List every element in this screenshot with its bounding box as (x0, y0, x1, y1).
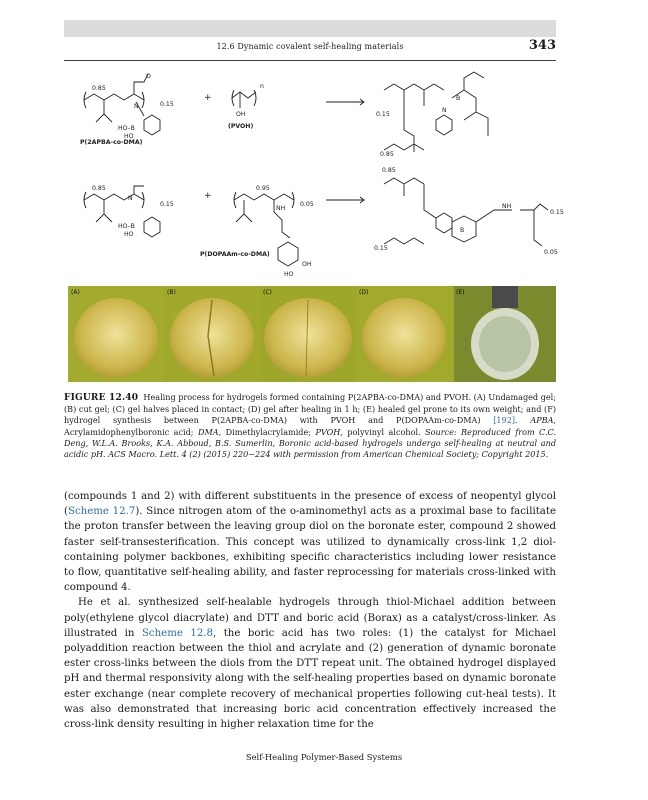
photo-label-e: (E) (456, 289, 465, 296)
abbrev-apba-def: Acrylamidophenylboronic acid; (64, 426, 194, 437)
pvoh-structure (232, 90, 256, 108)
ratio-015-p2b: 0.15 (550, 209, 564, 216)
ho-b-1: HO–B (118, 125, 135, 132)
oh-dopa: OH (302, 261, 312, 268)
label-pdopaam: P(DOPAAm-co-DMA) (200, 251, 270, 258)
photo-label-c: (C) (263, 289, 272, 296)
atom-b-p2: B (460, 227, 465, 234)
photo-panel-a (68, 286, 164, 382)
abbrev-pvoh-def: polyvinyl alcohol. (347, 426, 421, 437)
photo-label-d: (D) (359, 289, 369, 296)
header-band (64, 20, 556, 37)
oh-pvoh: OH (236, 111, 246, 118)
scheme-12-8-link[interactable]: Scheme 12.8 (141, 627, 214, 639)
ho-dopa: HO (284, 271, 294, 278)
ratio-015-2: 0.15 (160, 201, 174, 208)
figure-label: FIGURE 12.40 (64, 393, 139, 403)
ratio-095: 0.95 (256, 185, 270, 192)
subscript-n: n (260, 83, 264, 90)
atom-o-1: O (146, 73, 151, 80)
ratio-005-p2: 0.05 (544, 249, 558, 256)
paragraph-2: He et al. synthesized self-healable hydrogels through thiol-Michael addition between poly(ethylene glycol diacrylate) and DTT and boric acid (Borax) as a catalyst/cross-linker. As illustrated in Scheme 12.8, the boric acid has two roles: (1) the catalyst for Michael polyaddition reaction between the thiol and acrylate and (2) generation of dynamic boronate ester cross-links between the diols from the DTT repeat unit. The obtained hydrogel displayed pH and thermal responsivity along with the self-healing properties based on dynamic boronate ester exchange (near complete recovery of mechanical properties following cut-heal tests). It was also demonstrated that increasing boric acid concentration effectively increased the cross-link density resulting in higher relaxation time for the (64, 597, 557, 731)
plus-2: + (204, 191, 212, 201)
ho-b-2: HO–B (118, 223, 135, 230)
paragraph-1: (compounds 1 and 2) with different substituents in the presence of excess of neopentyl glycol (Scheme 12.7). Since nitrogen atom of the o-aminomethyl acts as a proximal base to facilitate the proton transfer between the leaving group diol on the boronate ester, compound 2 showed faster self-transesterification. This concept was utilized to dynamically cross-link 1,2 diol-containing polymer backbones, exhibiting specific characteristics including lower resistance to flow, quantitative self-healing ability, and faster reprocessing for materials cross-linked with compound 4. (64, 491, 556, 594)
atom-b-p1: B (456, 95, 461, 102)
label-p2apba-1: P(2APBA-co-DMA) (80, 139, 143, 146)
page-header (64, 38, 556, 61)
reaction-scheme (64, 60, 564, 286)
abbrev-pvoh: PVOH, (315, 426, 343, 437)
ratio-015-1: 0.15 (160, 101, 174, 108)
caption-text: Healing process for hydrogels formed containing P(2APBA-co-DMA) and PVOH. (A) Undamaged gel; (B) cut gel; (C) gel halves placed in contact; (D) gel after healing in 1 h; (E) healed gel prone to its own weight; and (F) hydrogel synthesis between P(2APBA-co-DMA) with PVOH and P(DOPAAm-co-DMA) (64, 392, 556, 426)
product-2-structure (384, 178, 548, 246)
ratio-085-1: 0.85 (92, 85, 106, 92)
product-1-structure (384, 72, 488, 152)
ratio-085-p2: 0.85 (382, 167, 396, 174)
abbrev-dma: DMA, (198, 426, 222, 437)
label-pvoh: (PVOH) (228, 123, 254, 130)
page-footer: Self-Healing Polymer-Based Systems (245, 752, 403, 762)
atom-n-p1: N (442, 107, 447, 114)
running-head: 12.6 Dynamic covalent self-healing materials (216, 42, 404, 51)
photo-panel-e (454, 286, 556, 382)
atom-n-2: N (128, 195, 133, 202)
page-number: 343 (528, 38, 556, 53)
ratio-005: 0.05 (300, 201, 314, 208)
photo-label-a: (A) (71, 289, 80, 296)
ratio-015-p1: 0.15 (376, 111, 390, 118)
photo-panel-d (357, 286, 453, 382)
photo-panel-b (165, 286, 259, 382)
abbrev-apba: APBA, (530, 415, 557, 426)
ratio-085-p1: 0.85 (380, 151, 394, 158)
ho-2: HO (124, 231, 134, 238)
body-text (64, 489, 556, 732)
plus-1: + (204, 93, 212, 103)
scheme-12-7-link[interactable]: Scheme 12.7 (67, 506, 136, 518)
photo-label-b: (B) (167, 289, 176, 296)
caption-reference[interactable]: [192] (493, 415, 516, 426)
nh-1: NH (276, 205, 286, 212)
nh-2: NH (502, 203, 512, 210)
caption-source: Source: Reproduced from C.C. Deng, W.L.A. Brooks, K.A. Abboud, B.S. Sumerlin, Boronic acid-based hydrogels undergo self-healing at neutral and acidic pH. ACS Macro. Lett. 4 (2) (2015) 220−224 with permission from American Chemical Society; Copyright 2015. (64, 426, 557, 460)
ho-1: HO (124, 133, 134, 140)
figure-caption: FIGURE 12.40 Healing process for hydrogels formed containing P(2APBA-co-DMA) and PVOH. (A) Undamaged gel; (B) cut gel; (C) gel halves placed in contact; (D) gel after healing in 1 h; (E) healed gel prone to its own weight; and (F) hydrogel synthesis between P(2APBA-co-DMA) with PVOH and P(DOPAAm-co-DMA) [192]. APBA, Acrylamidophenylboronic acid; DMA, Dimethylacrylamide; PVOH, polyvinyl alcohol. Source: Reproduced from C.C. Deng, W.L.A. Brooks, K.A. Abboud, B.S. Sumerlin, Boronic acid-based hydrogels undergo self-healing at neutral and acidic pH. ACS Macro. Lett. 4 (2) (2015) 220−224 with permission from American Chemical Society; Copyright 2015. (64, 392, 557, 460)
healing-photo-strip (68, 286, 556, 382)
atom-n-1: N (134, 103, 139, 110)
ratio-085-2: 0.85 (92, 185, 106, 192)
ratio-015-p2: 0.15 (374, 245, 388, 252)
photo-panel-c (260, 286, 356, 382)
abbrev-dma-def: Dimethylacrylamide; (225, 426, 312, 437)
